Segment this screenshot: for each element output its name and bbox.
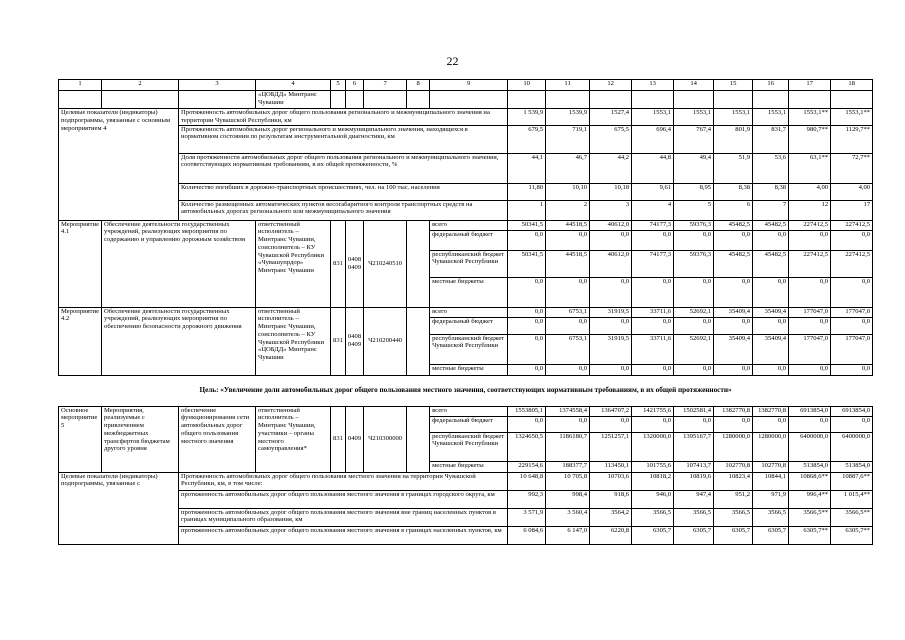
value-cell: 6913854,0 (789, 406, 831, 416)
value-cell: 74177,3 (632, 250, 674, 277)
value-cell: 12 (789, 200, 831, 220)
funding-source: федеральный бюджет (430, 230, 508, 250)
grbs-code: 831 (331, 307, 346, 375)
value-cell: 31919,5 (590, 334, 632, 364)
value-cell: 1251257,1 (590, 432, 632, 461)
funding-source: местные бюджеты (430, 364, 508, 375)
value-cell: 6400000,0 (831, 432, 873, 461)
value-cell: 696,4 (632, 125, 674, 153)
value-cell: 675,5 (590, 125, 632, 153)
column-number: 6 (345, 80, 363, 91)
value-cell: 980,7** (789, 125, 831, 153)
indicator-text: протяженность автомобильных дорог общего пользования местного значения вне границ населенных пунктов в границах муниципального образования, км (179, 508, 508, 526)
value-cell: 10818,2 (632, 472, 674, 490)
value-cell: 0,0 (632, 416, 674, 432)
value-cell: 1553,1 (753, 109, 789, 126)
funding-source: местные бюджеты (430, 461, 508, 472)
header-row (59, 80, 873, 91)
column-number: 13 (632, 80, 674, 91)
value-cell: 4,00 (789, 183, 831, 200)
value-cell: 4,00 (831, 183, 873, 200)
value-cell: 946,0 (632, 490, 674, 508)
value-cell: 831,7 (753, 125, 789, 153)
value-cell: 33711,6 (632, 307, 674, 317)
value-cell: 10,18 (590, 183, 632, 200)
finance-row (59, 406, 873, 416)
csr-code: Ч210200440 (364, 307, 407, 375)
value-cell: 1395167,7 (674, 432, 714, 461)
grbs-code: 831 (331, 220, 346, 307)
value-cell: 8,38 (714, 183, 753, 200)
value-cell: 44,8 (632, 153, 674, 183)
value-cell: 10 648,8 (508, 472, 546, 490)
value-cell: 35409,4 (753, 307, 789, 317)
value-cell: 0,0 (714, 317, 753, 334)
executor-cell: ответственный исполнитель – Минтранс Чувашии, участники – органы местного самоуправления* (256, 406, 331, 472)
value-cell: 1 015,4** (831, 490, 873, 508)
rzpr-code: 0409 (345, 406, 363, 472)
value-cell: 45482,5 (753, 220, 789, 230)
indicator-row (59, 472, 873, 490)
value-cell: 0,0 (714, 416, 753, 432)
value-cell: 1553,1** (831, 109, 873, 126)
indicators-label: Целевые показатели (индикаторы) подпрограммы, увязанные с основным мероприятием 4 (59, 109, 179, 221)
value-cell: 10,10 (546, 183, 590, 200)
value-cell: 0,0 (831, 230, 873, 250)
value-cell: 6 (714, 200, 753, 220)
value-cell: 44,1 (508, 153, 546, 183)
value-cell: 50341,5 (508, 250, 546, 277)
measure-description: Обеспечение деятельности государственных учреждений, реализующих мероприятия по обеспечению безопасности дорожного движения (102, 307, 256, 375)
column-number: 18 (831, 80, 873, 91)
value-cell: 74177,3 (632, 220, 674, 230)
value-cell: 33711,6 (632, 334, 674, 364)
indicator-row (59, 125, 873, 153)
value-cell: 10703,6 (590, 472, 632, 490)
value-cell: 8,95 (674, 183, 714, 200)
indicator-row (59, 183, 873, 200)
value-cell: 0,0 (674, 416, 714, 432)
value-cell: 10844,1 (753, 472, 789, 490)
value-cell: 0,0 (789, 364, 831, 375)
value-cell: 1 539,9 (508, 109, 546, 126)
indicators-label: Целевые показатели (индикаторы) подпрограммы, увязанные с (59, 472, 179, 544)
value-cell: 10823,4 (714, 472, 753, 490)
value-cell: 1553,1** (789, 109, 831, 126)
indicator-text: протяженность автомобильных дорог общего пользования местного значения в границах городского округа, км (179, 490, 508, 508)
table-cell (407, 220, 430, 307)
value-cell: 10819,6 (674, 472, 714, 490)
value-cell: 52692,1 (674, 334, 714, 364)
value-cell: 4 (632, 200, 674, 220)
table-cell (407, 307, 430, 375)
table-cell (364, 91, 407, 109)
value-cell: 8,38 (753, 183, 789, 200)
value-cell: 40612,0 (590, 220, 632, 230)
table-cell (345, 91, 363, 109)
value-cell: 9,61 (632, 183, 674, 200)
value-cell: 679,5 (508, 125, 546, 153)
value-cell: 45482,5 (753, 250, 789, 277)
value-cell: 2 (546, 200, 590, 220)
value-cell: 0,0 (508, 317, 546, 334)
value-cell: 1382770,8 (714, 406, 753, 416)
measure-description: Мероприятия, реализуемые с привлечением межбюджетных трансфертов бюджетам другого уровня (102, 406, 179, 472)
value-cell: 0,0 (632, 364, 674, 375)
funding-source: республиканский бюджет Чувашской Республики (430, 432, 508, 461)
value-cell: 177047,0 (831, 307, 873, 317)
column-number: 16 (753, 80, 789, 91)
value-cell: 3 (590, 200, 632, 220)
value-cell: 1280000,0 (753, 432, 789, 461)
value-cell: 0,0 (508, 416, 546, 432)
goal-title: Цель: «Увеличение доли автомобильных дорог общего пользования местного значения, соответствующих нормативным требованиям, в их общей протяженности» (59, 375, 873, 406)
table-cell (714, 91, 753, 109)
page-number: 22 (446, 54, 459, 68)
column-number: 4 (256, 80, 331, 91)
value-cell: 3 560,4 (546, 508, 590, 526)
value-cell: 35409,4 (714, 307, 753, 317)
value-cell: 0,0 (546, 317, 590, 334)
value-cell: 40612,0 (590, 250, 632, 277)
value-cell: 992,3 (508, 490, 546, 508)
value-cell: 1324650,5 (508, 432, 546, 461)
value-cell: 102770,8 (753, 461, 789, 472)
value-cell: 801,9 (714, 125, 753, 153)
table-cell (831, 91, 873, 109)
value-cell: 0,0 (590, 317, 632, 334)
value-cell: 6400000,0 (789, 432, 831, 461)
funding-source: всего (430, 406, 508, 416)
indicator-row (59, 200, 873, 220)
indicator-row (59, 508, 873, 526)
value-cell: 59376,3 (674, 220, 714, 230)
table-cell (674, 91, 714, 109)
value-cell: 0,0 (753, 317, 789, 334)
value-cell: 6913854,0 (831, 406, 873, 416)
value-cell: 0,0 (508, 277, 546, 307)
value-cell: 1553,1 (632, 109, 674, 126)
table-cell (590, 91, 632, 109)
column-number: 12 (590, 80, 632, 91)
value-cell: 0,0 (789, 277, 831, 307)
value-cell: 44,2 (590, 153, 632, 183)
table-cell (102, 91, 179, 109)
funding-source: федеральный бюджет (430, 317, 508, 334)
value-cell: 0,0 (632, 317, 674, 334)
value-cell: 1186180,7 (546, 432, 590, 461)
funding-source: всего (430, 220, 508, 230)
measure-name: Основное мероприятие 5 (59, 406, 102, 472)
value-cell: 51,9 (714, 153, 753, 183)
value-cell: 44518,5 (546, 220, 590, 230)
value-cell: 10 705,8 (546, 472, 590, 490)
value-cell: 947,4 (674, 490, 714, 508)
column-number: 9 (430, 80, 508, 91)
value-cell: 6753,1 (546, 334, 590, 364)
table-cell (546, 91, 590, 109)
value-cell: 31919,5 (590, 307, 632, 317)
value-cell: 52692,1 (674, 307, 714, 317)
measure-description: Обеспечение деятельности государственных учреждений, реализующих мероприятия по содержанию и управлению дорожным хозяйством (102, 220, 256, 307)
indicator-text: протяженность автомобильных дорог общего пользования местного значения в границах населенных пунктов, км (179, 526, 508, 544)
funding-source: республиканский бюджет Чувашской Республики (430, 250, 508, 277)
table-cell (753, 91, 789, 109)
column-number: 10 (508, 80, 546, 91)
value-cell: 188377,7 (546, 461, 590, 472)
table-cell (179, 91, 256, 109)
column-number: 8 (407, 80, 430, 91)
indicator-text: Протяженность автомобильных дорог регионального и межмуниципального значения, находящихся в нормативном состоянии по результатам инструментальной диагностики, км (179, 125, 508, 153)
table-cell (430, 91, 508, 109)
grbs-code: 831 (331, 406, 346, 472)
value-cell: 49,4 (674, 153, 714, 183)
value-cell: 0,0 (590, 277, 632, 307)
value-cell: 0,0 (789, 317, 831, 334)
value-cell: 3566,5** (831, 508, 873, 526)
value-cell: 59376,3 (674, 250, 714, 277)
value-cell: 0,0 (831, 317, 873, 334)
value-cell: 719,1 (546, 125, 590, 153)
value-cell: 0,0 (590, 230, 632, 250)
value-cell: 0,0 (789, 230, 831, 250)
value-cell: 0,0 (508, 307, 546, 317)
value-cell: 44518,5 (546, 250, 590, 277)
value-cell: 767,4 (674, 125, 714, 153)
table-cell (407, 406, 430, 472)
value-cell: 1129,7** (831, 125, 873, 153)
value-cell: 227412,5 (789, 250, 831, 277)
value-cell: 101755,6 (632, 461, 674, 472)
value-cell: 998,4 (546, 490, 590, 508)
executor-cell: «ЦОБДД» Минтранс Чувашии (256, 91, 331, 109)
value-cell: 0,0 (546, 230, 590, 250)
value-cell: 1 (508, 200, 546, 220)
executor-cell: ответственный исполнитель – Минтранс Чувашии, соисполнитель – КУ Чувашской Республики «Чувашупрдор» Минтранс Чувашии (256, 220, 331, 307)
value-cell: 0,0 (546, 364, 590, 375)
value-cell: 6 147,0 (546, 526, 590, 544)
value-cell: 177047,0 (789, 307, 831, 317)
value-cell: 0,0 (714, 277, 753, 307)
value-cell: 63,1** (789, 153, 831, 183)
value-cell: 227412,5 (789, 220, 831, 230)
indicator-text: Протяженность автомобильных дорог общего пользования регионального и межмуниципального значения на территории Чувашской Республики, км (179, 109, 508, 126)
measure-task: обеспечение функционирования сети автомобильных дорог общего пользования местного значения (179, 406, 256, 472)
table-cell (407, 91, 430, 109)
value-cell: 1280000,0 (714, 432, 753, 461)
value-cell: 0,0 (831, 416, 873, 432)
continuation-row (59, 91, 873, 109)
finance-row (59, 220, 873, 230)
value-cell: 0,0 (753, 416, 789, 432)
value-cell: 0,0 (674, 317, 714, 334)
measure-name: Мероприятие 4.1 (59, 220, 102, 307)
column-number: 5 (331, 80, 346, 91)
value-cell: 0,0 (753, 364, 789, 375)
indicator-row (59, 526, 873, 544)
value-cell: 0,0 (546, 416, 590, 432)
value-cell: 35409,4 (714, 334, 753, 364)
value-cell: 0,0 (590, 364, 632, 375)
funding-source: местные бюджеты (430, 277, 508, 307)
value-cell: 3566,5 (753, 508, 789, 526)
value-cell: 1553,1 (674, 109, 714, 126)
indicator-text: Количество погибших в дорожно-транспортных происшествиях, чел. на 100 тыс. населения (179, 183, 508, 200)
table-cell (59, 91, 102, 109)
value-cell: 113450,1 (590, 461, 632, 472)
value-cell: 45482,5 (714, 220, 753, 230)
value-cell: 6305,7** (789, 526, 831, 544)
value-cell: 5 (674, 200, 714, 220)
value-cell: 1553,1 (714, 109, 753, 126)
value-cell: 0,0 (753, 277, 789, 307)
column-number: 17 (789, 80, 831, 91)
column-number: 15 (714, 80, 753, 91)
value-cell: 0,0 (508, 364, 546, 375)
value-cell: 229154,6 (508, 461, 546, 472)
measure-name: Мероприятие 4.2 (59, 307, 102, 375)
value-cell: 1421755,6 (632, 406, 674, 416)
funding-source: федеральный бюджет (430, 416, 508, 432)
value-cell: 1553805,1 (508, 406, 546, 416)
column-number: 14 (674, 80, 714, 91)
value-cell: 1364707,2 (590, 406, 632, 416)
value-cell: 35409,4 (753, 334, 789, 364)
value-cell: 6305,7** (831, 526, 873, 544)
value-cell: 0,0 (831, 364, 873, 375)
value-cell: 11,80 (508, 183, 546, 200)
rzpr-code: 0408 0409 (345, 307, 363, 375)
value-cell: 3566,5 (674, 508, 714, 526)
value-cell: 7 (753, 200, 789, 220)
goal-row (59, 375, 873, 406)
value-cell: 10887,6** (831, 472, 873, 490)
value-cell: 971,9 (753, 490, 789, 508)
rzpr-code: 0408 0409 (345, 220, 363, 307)
value-cell: 513854,0 (831, 461, 873, 472)
value-cell: 0,0 (753, 230, 789, 250)
column-number: 2 (102, 80, 179, 91)
finance-row (59, 307, 873, 317)
value-cell: 46,7 (546, 153, 590, 183)
table-cell (789, 91, 831, 109)
column-number: 3 (179, 80, 256, 91)
value-cell: 1539,9 (546, 109, 590, 126)
indicator-text: Доля протяженности автомобильных дорог общего пользования регионального и межмуниципального значения, соответствующих нормативным требованиям, в их общей протяженности, % (179, 153, 508, 183)
funding-source: всего (430, 307, 508, 317)
value-cell: 177047,0 (831, 334, 873, 364)
value-cell: 0,0 (590, 416, 632, 432)
value-cell: 102770,8 (714, 461, 753, 472)
value-cell: 3566,5 (714, 508, 753, 526)
value-cell: 10868,6** (789, 472, 831, 490)
value-cell: 918,6 (590, 490, 632, 508)
value-cell: 72,7** (831, 153, 873, 183)
value-cell: 951,2 (714, 490, 753, 508)
column-number: 7 (364, 80, 407, 91)
value-cell: 0,0 (674, 277, 714, 307)
table-cell (331, 91, 346, 109)
value-cell: 0,0 (714, 364, 753, 375)
csr-code: Ч210300000 (364, 406, 407, 472)
value-cell: 996,4** (789, 490, 831, 508)
value-cell: 6220,8 (590, 526, 632, 544)
value-cell: 0,0 (831, 277, 873, 307)
value-cell: 6305,7 (714, 526, 753, 544)
executor-cell: ответственный исполнитель – Минтранс Чувашии, соисполнитель – КУ Чувашской Республики «ЦОБДД» Минтранс Чувашии (256, 307, 331, 375)
value-cell: 1527,4 (590, 109, 632, 126)
value-cell: 3564,2 (590, 508, 632, 526)
value-cell: 107413,7 (674, 461, 714, 472)
value-cell: 1320000,0 (632, 432, 674, 461)
indicator-text: Протяженность автомобильных дорог общего пользования местного значения на территории Чувашской Республики, км, в том числе: (179, 472, 508, 490)
table-cell (632, 91, 674, 109)
indicator-row (59, 490, 873, 508)
funding-source: республиканский бюджет Чувашской Республики (430, 334, 508, 364)
value-cell: 0,0 (674, 230, 714, 250)
value-cell: 6305,7 (632, 526, 674, 544)
value-cell: 1502581,4 (674, 406, 714, 416)
csr-code: Ч210240510 (364, 220, 407, 307)
value-cell: 6 084,6 (508, 526, 546, 544)
value-cell: 3566,5** (789, 508, 831, 526)
value-cell: 0,0 (632, 230, 674, 250)
value-cell: 53,6 (753, 153, 789, 183)
column-number: 1 (59, 80, 102, 91)
value-cell: 0,0 (789, 416, 831, 432)
value-cell: 17 (831, 200, 873, 220)
program-table (58, 79, 873, 545)
indicator-row (59, 153, 873, 183)
value-cell: 0,0 (674, 364, 714, 375)
value-cell: 3566,5 (632, 508, 674, 526)
value-cell: 0,0 (632, 277, 674, 307)
value-cell: 0,0 (714, 230, 753, 250)
value-cell: 0,0 (508, 230, 546, 250)
value-cell: 0,0 (546, 277, 590, 307)
value-cell: 6305,7 (674, 526, 714, 544)
column-number: 11 (546, 80, 590, 91)
value-cell: 50341,5 (508, 220, 546, 230)
value-cell: 3 571,9 (508, 508, 546, 526)
value-cell: 0,0 (508, 334, 546, 364)
value-cell: 6753,1 (546, 307, 590, 317)
value-cell: 1382770,8 (753, 406, 789, 416)
table-cell (508, 91, 546, 109)
indicator-text: Количество размещенных автоматических пунктов весогабаритного контроля транспортных средств на автомобильных дорогах регионального или межмуниципального значения (179, 200, 508, 220)
value-cell: 227412,5 (831, 220, 873, 230)
indicator-row (59, 109, 873, 126)
value-cell: 45482,5 (714, 250, 753, 277)
value-cell: 6305,7 (753, 526, 789, 544)
value-cell: 177047,0 (789, 334, 831, 364)
value-cell: 227412,5 (831, 250, 873, 277)
value-cell: 1374558,4 (546, 406, 590, 416)
value-cell: 513854,0 (789, 461, 831, 472)
